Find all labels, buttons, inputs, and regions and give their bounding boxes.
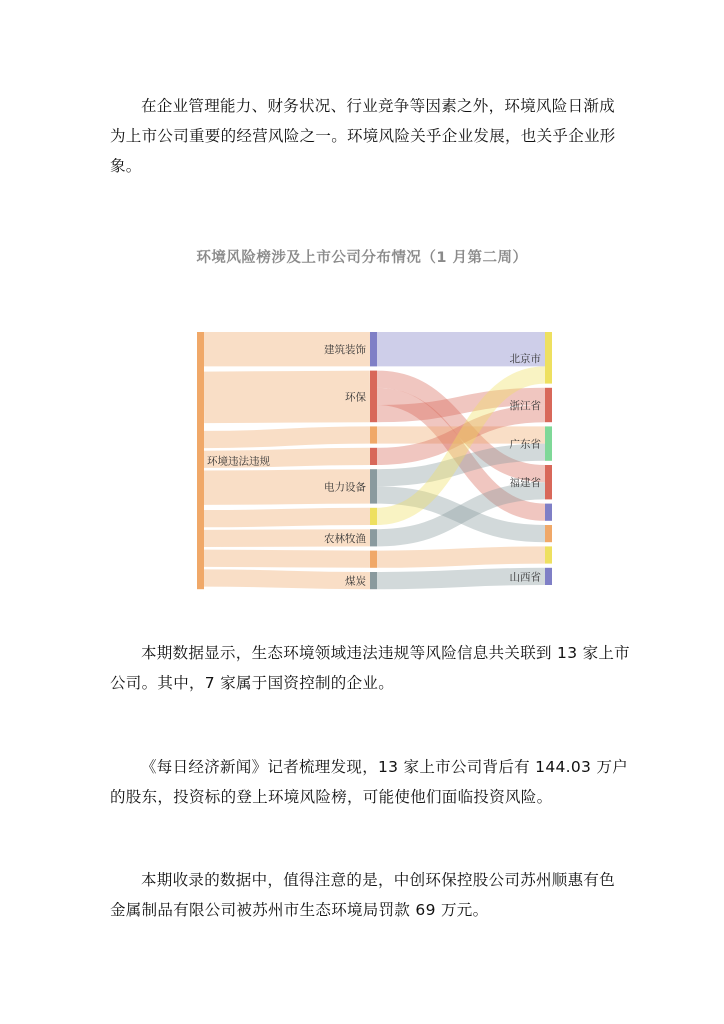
sankey-node-region bbox=[545, 525, 552, 542]
sankey-label-industry: 农林牧渔 bbox=[324, 532, 366, 545]
sankey-label-industry: 环保 bbox=[345, 391, 366, 404]
chart-title: 环境风险榜涉及上市公司分布情况（1 月第二周） bbox=[196, 250, 528, 266]
sankey-label-region: 北京市 bbox=[509, 352, 541, 365]
sankey-node-industry bbox=[370, 572, 377, 589]
sankey-node-industry bbox=[370, 551, 377, 568]
sankey-node-industry bbox=[370, 448, 377, 465]
sankey-node-region bbox=[545, 332, 552, 384]
sankey-link-source bbox=[204, 516, 370, 518]
sankey-label-industry: 建筑装饰 bbox=[324, 344, 366, 357]
highlight-paragraph: 本期收录的数据中，值得注意的是，中创环保控股公司苏州顺惠有色金属制品有限公司被苏州市生态环境局罚款 69 万元。 bbox=[110, 871, 616, 919]
sankey-node-industry bbox=[370, 426, 377, 443]
sankey-label-region: 福建省 bbox=[509, 477, 541, 490]
sankey-node-region bbox=[545, 388, 552, 422]
sankey-label-source: 环境违法违规 bbox=[207, 455, 270, 468]
sankey-node-region bbox=[545, 426, 552, 460]
sankey-label-industry: 煤炭 bbox=[345, 575, 366, 588]
reporter-paragraph: 《每日经济新闻》记者梳理发现，13 家上市公司背后有 144.03 万户的股东，投资标的登上环境风险榜，可能使他们面临投资风险。 bbox=[110, 758, 629, 806]
sankey-link-source bbox=[204, 435, 370, 440]
sankey-label-region: 广东省 bbox=[509, 438, 541, 451]
sankey-node-region bbox=[545, 504, 552, 521]
sankey-link bbox=[377, 555, 545, 559]
sankey-label-region: 浙江省 bbox=[509, 400, 541, 412]
sankey-node-industry bbox=[370, 508, 377, 525]
sankey-label-region: 山西省 bbox=[509, 571, 541, 584]
sankey-link-source bbox=[204, 558, 370, 559]
sankey-node-source bbox=[197, 332, 204, 589]
sankey-node-region bbox=[545, 568, 552, 585]
sankey-node-region bbox=[545, 546, 552, 563]
sankey-node-industry bbox=[370, 529, 377, 546]
sankey-node-industry bbox=[370, 469, 377, 503]
data-summary-paragraph: 本期数据显示，生态环境领域违法违规等风险信息共关联到 13 家上市公司。其中，7 家属于国资控制的企业。 bbox=[110, 644, 630, 692]
intro-paragraph: 在企业管理能力、财务状况、行业竞争等因素之外，环境风险日渐成为上市公司重要的经营风险之一。环境风险关乎企业发展，也关乎企业形象。 bbox=[110, 97, 616, 175]
sankey-label-industry: 电力设备 bbox=[324, 481, 366, 494]
sankey-node-industry bbox=[370, 371, 377, 423]
sankey-node-industry bbox=[370, 332, 377, 366]
sankey-node-region bbox=[545, 465, 552, 499]
